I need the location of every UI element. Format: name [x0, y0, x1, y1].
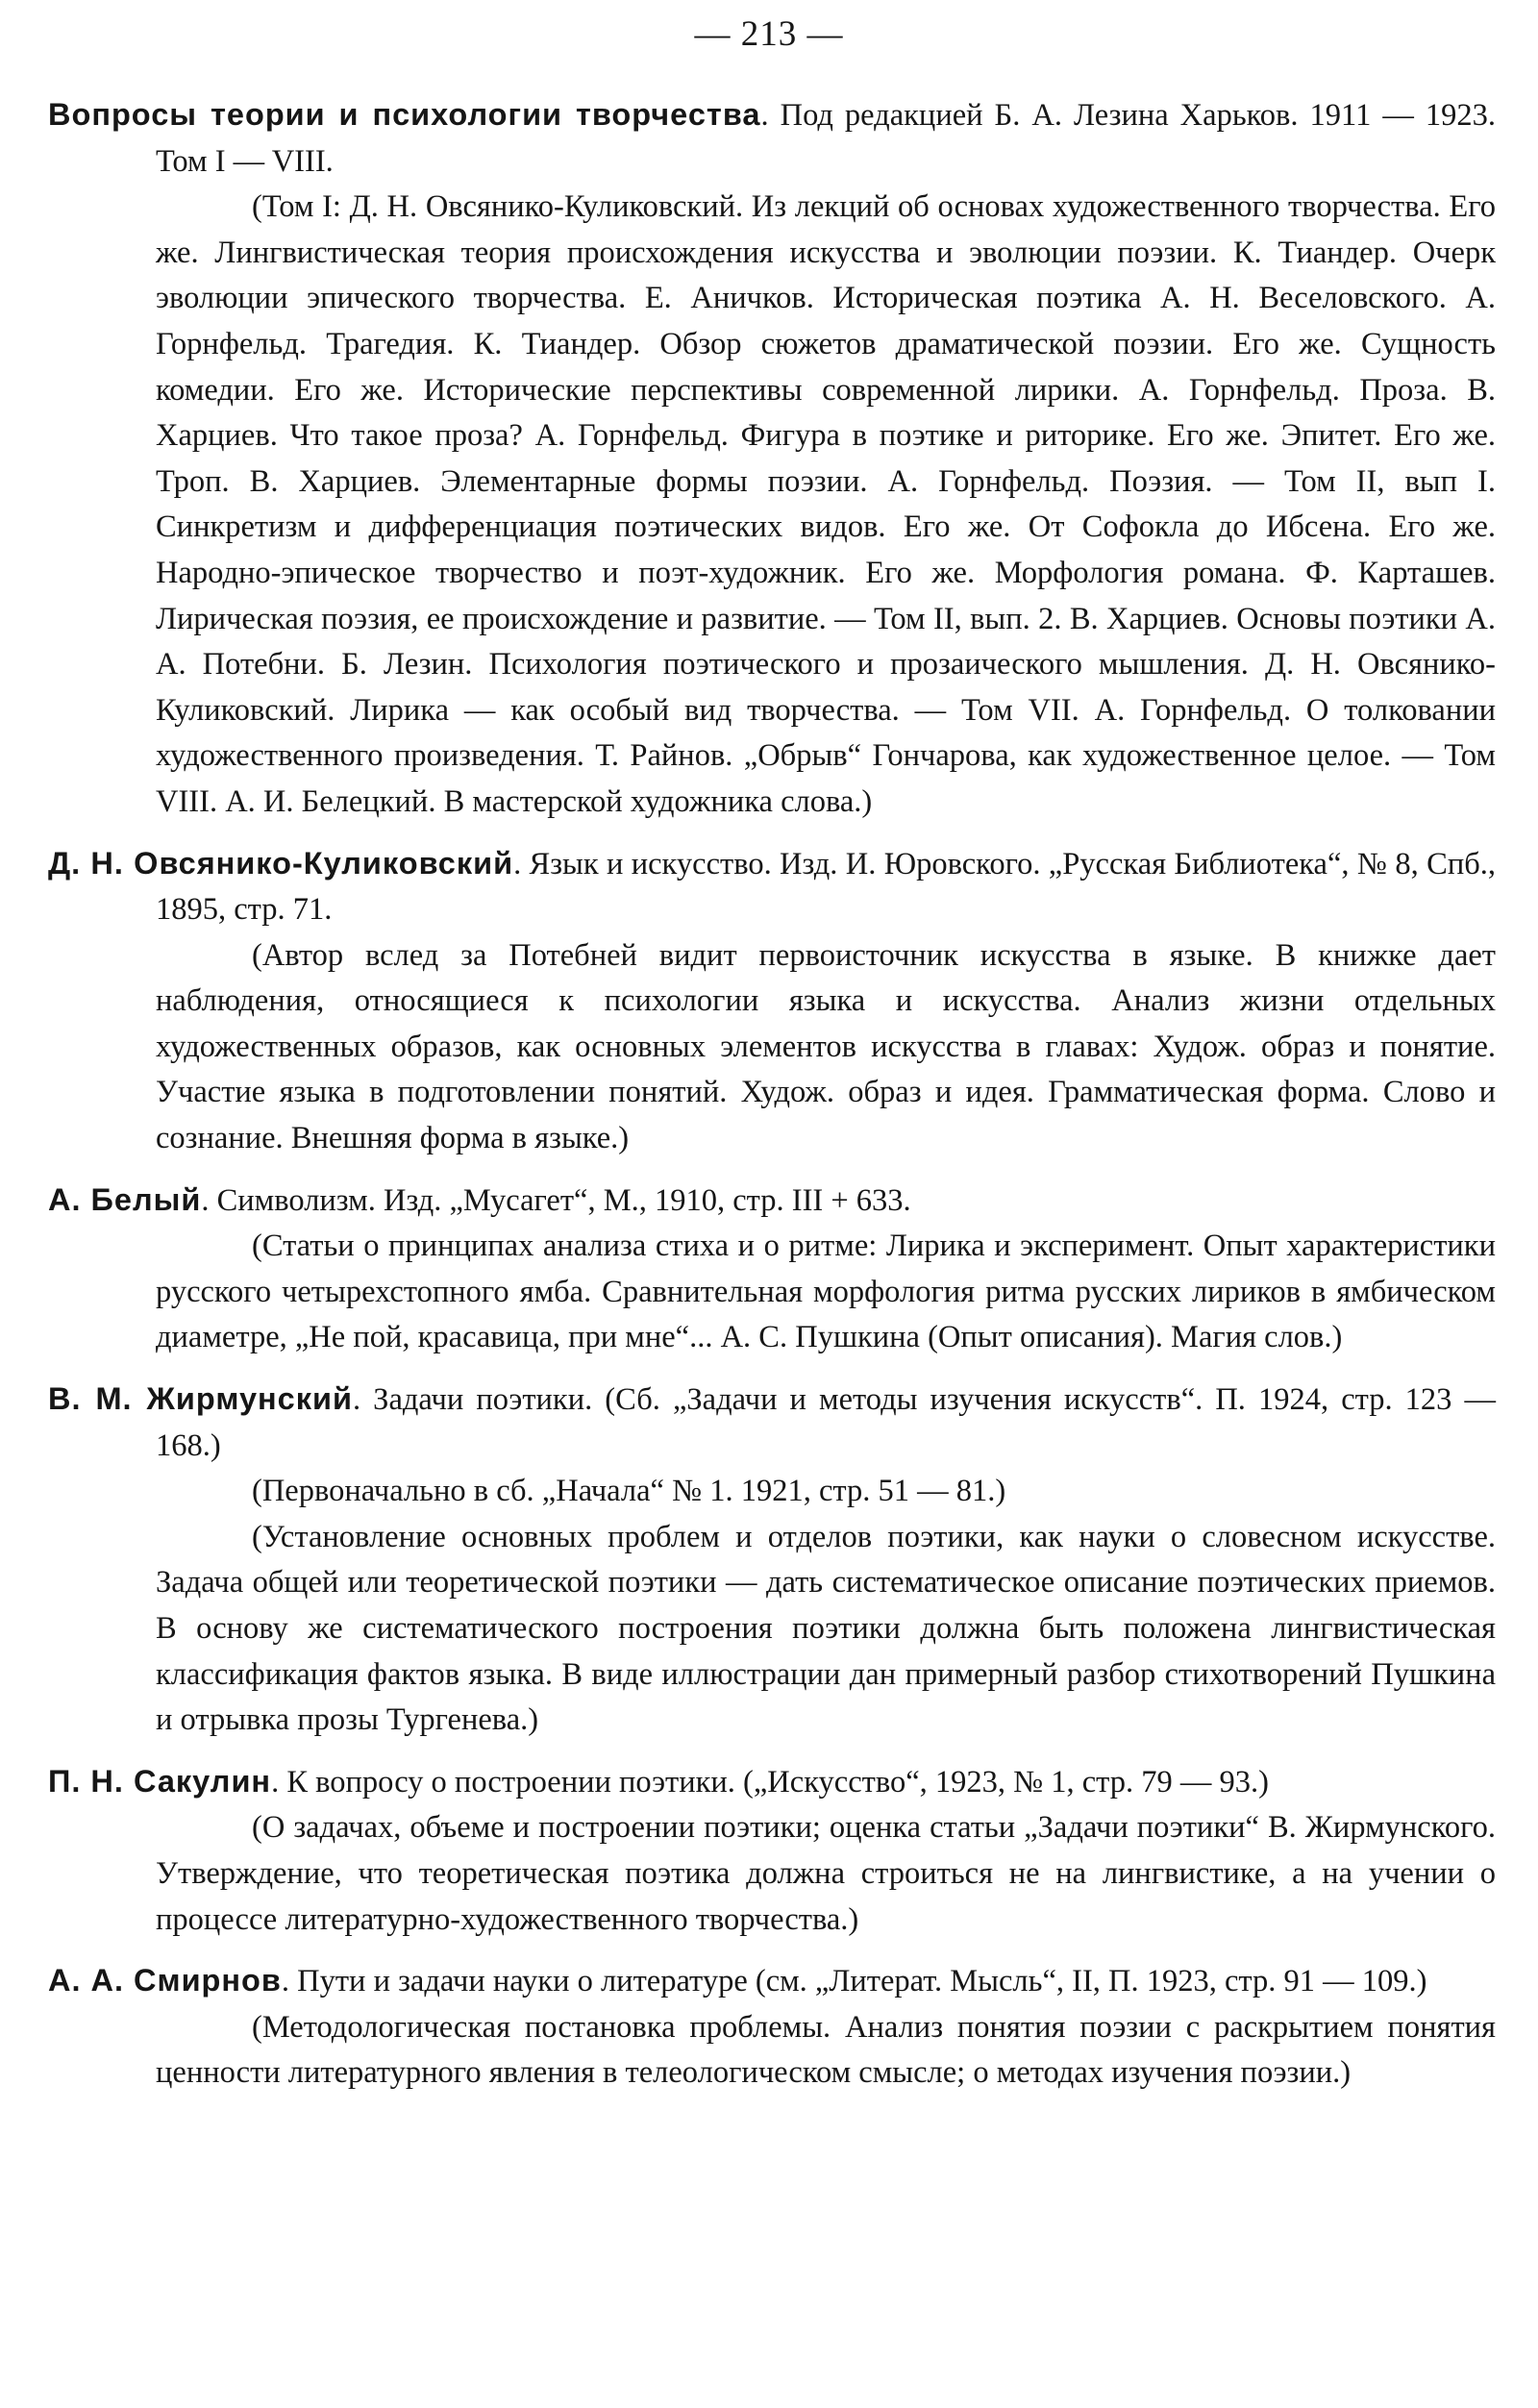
- entry-title: . Язык и искусство. Изд. И. Юровского. „Русская Библиотека“, № 8, Спб., 1895, стр. 71.: [156, 846, 1497, 928]
- entry-citation: [48, 1377, 1496, 1469]
- bibliography-entry: [48, 841, 1496, 1162]
- bibliography-entry: [48, 1377, 1496, 1744]
- entry-author: Вопросы теории и психологии творчества: [48, 97, 761, 132]
- entry-author: П. Н. Сакулин: [48, 1763, 272, 1799]
- entry-citation: [48, 1958, 1496, 2005]
- entry-title: . Задачи поэтики. (Сб. „Задачи и методы изучения искусств“. П. 1924, стр. 123 — 168.): [156, 1382, 1496, 1463]
- bibliography-entry: [48, 1958, 1496, 2097]
- entry-citation: [48, 1759, 1496, 1806]
- entry-annotation: (Первоначально в сб. „Начала“ № 1. 1921, стр. 51 — 81.): [252, 1474, 1006, 1509]
- entry-annotation: (Установление основных проблем и отделов поэтики, как науки о словесном искусстве. Задача общей или теоретической поэтики — дать систематическое описание поэтических приемов. В основу же систематического построения поэтики должна быть положена лингвистическая классификация фактов языка. В виде иллюстрации дан примерный разбор стихотворений Пушкина и отрывка прозы Тургенева.): [156, 1519, 1496, 1738]
- entry-annotation: (О задачах, объеме и построении поэтики; оценка статьи „Задачи поэтики“ В. Жирмунского. Утверждение, что теоретическая поэтика должна строиться не на лингвистике, а на учении о процессе литературно-художественного творчества.): [156, 1810, 1496, 1937]
- entry-annotation: (Статьи о принципах анализа стиха и о ритме: Лирика и эксперимент. Опыт характеристики русского четырехстопного ямба. Сравнительная морфология ритма русских лириков в ямбическом диаметре, „Не пой, красавица, при мне“... А. С. Пушкина (Опыт описания). Магия слов.): [156, 1229, 1496, 1355]
- entry-annotation: (Том I: Д. Н. Овсянико-Куликовский. Из лекций об основах художественного творчества. Его же. Лингвистическая теория происхождения искусства и эволюции поэзии. К. Тиандер. Очерк эволюции эпического творчества. Е. Аничков. Историческая поэтика А. Н. Веселовского. А. Горнфельд. Трагедия. К. Тиандер. Обзор сюжетов драматической поэзии. Его же. Сущность комедии. Его же. Исторические перспективы современной лирики. А. Горнфельд. Проза. В. Харциев. Что такое проза? А. Горнфельд. Фигура в поэтике и риторике. Его же. Эпитет. Его же. Троп. В. Харциев. Элементарные формы поэзии. А. Горнфельд. Поэзия. — Том II, вып I. Синкретизм и дифференциация поэтических видов. Его же. От Софокла до Ибсена. Его же. Народно-эпическое творчество и поэт-художник. Его же. Морфология романа. Ф. Карташев. Лирическая поэзия, ее происхождение и развитие. — Том II, вып. 2. В. Харциев. Основы поэтики А. А. Потебни. Б. Лезин. Психология поэтического и прозаического мышления. Д. Н. Овсянико-Куликовский. Лирика — как особый вид творчества. — Том VII. А. Горнфельд. О толковании художественного произведения. Т. Райнов. „Обрыв“ Гончарова, как художественное целое. — Том VIII. А. И. Белецкий. В мастерской художника слова.): [156, 189, 1496, 819]
- entry-citation: [48, 1178, 1496, 1225]
- bibliography-entry: [48, 1759, 1496, 1943]
- entry-title: . К вопросу о построении поэтики. („Искусство“, 1923, № 1, стр. 79 — 93.): [271, 1764, 1269, 1800]
- bibliography-list: [48, 92, 1496, 2112]
- entry-citation: [48, 92, 1496, 185]
- entry-title: . Под редакцией Б. А. Лезина Харьков. 1911 — 1923. Том I — VIII.: [156, 98, 1496, 179]
- entry-title: . Символизм. Изд. „Мусагет“, М., 1910, стр. III + 633.: [201, 1182, 911, 1218]
- entry-title: . Пути и задачи науки о литературе (см. „Литерат. Мысль“, II, П. 1923, стр. 91 — 109.): [281, 1964, 1427, 1999]
- bibliography-entry: [48, 92, 1496, 826]
- entry-author: Д. Н. Овсянико-Куликовский: [48, 845, 514, 881]
- entry-author: А. А. Смирнов: [48, 1963, 282, 1998]
- entry-annotation: (Методологическая постановка проблемы. Анализ понятия поэзии с раскрытием понятия ценности литературного явления в телеологическом смысле; о методах изучения поэзии.): [156, 2009, 1496, 2091]
- entry-annotation: (Автор вслед за Потебней видит первоисточник искусства в языке. В книжке дает наблюдения, относящиеся к психологии языка и искусства. Анализ жизни отдельных художественных образов, как основных элементов искусства в главах: Худож. образ и понятие. Участие языка в подготовлении понятий. Худож. образ и идея. Грамматическая форма. Слово и сознание. Внешняя форма в языке.): [156, 937, 1496, 1156]
- page-number: — 213 —: [694, 14, 844, 54]
- entry-citation: [48, 841, 1496, 933]
- entry-author: В. М. Жирмунский: [48, 1381, 353, 1417]
- bibliography-entry: [48, 1178, 1496, 1361]
- entry-author: А. Белый: [48, 1181, 202, 1217]
